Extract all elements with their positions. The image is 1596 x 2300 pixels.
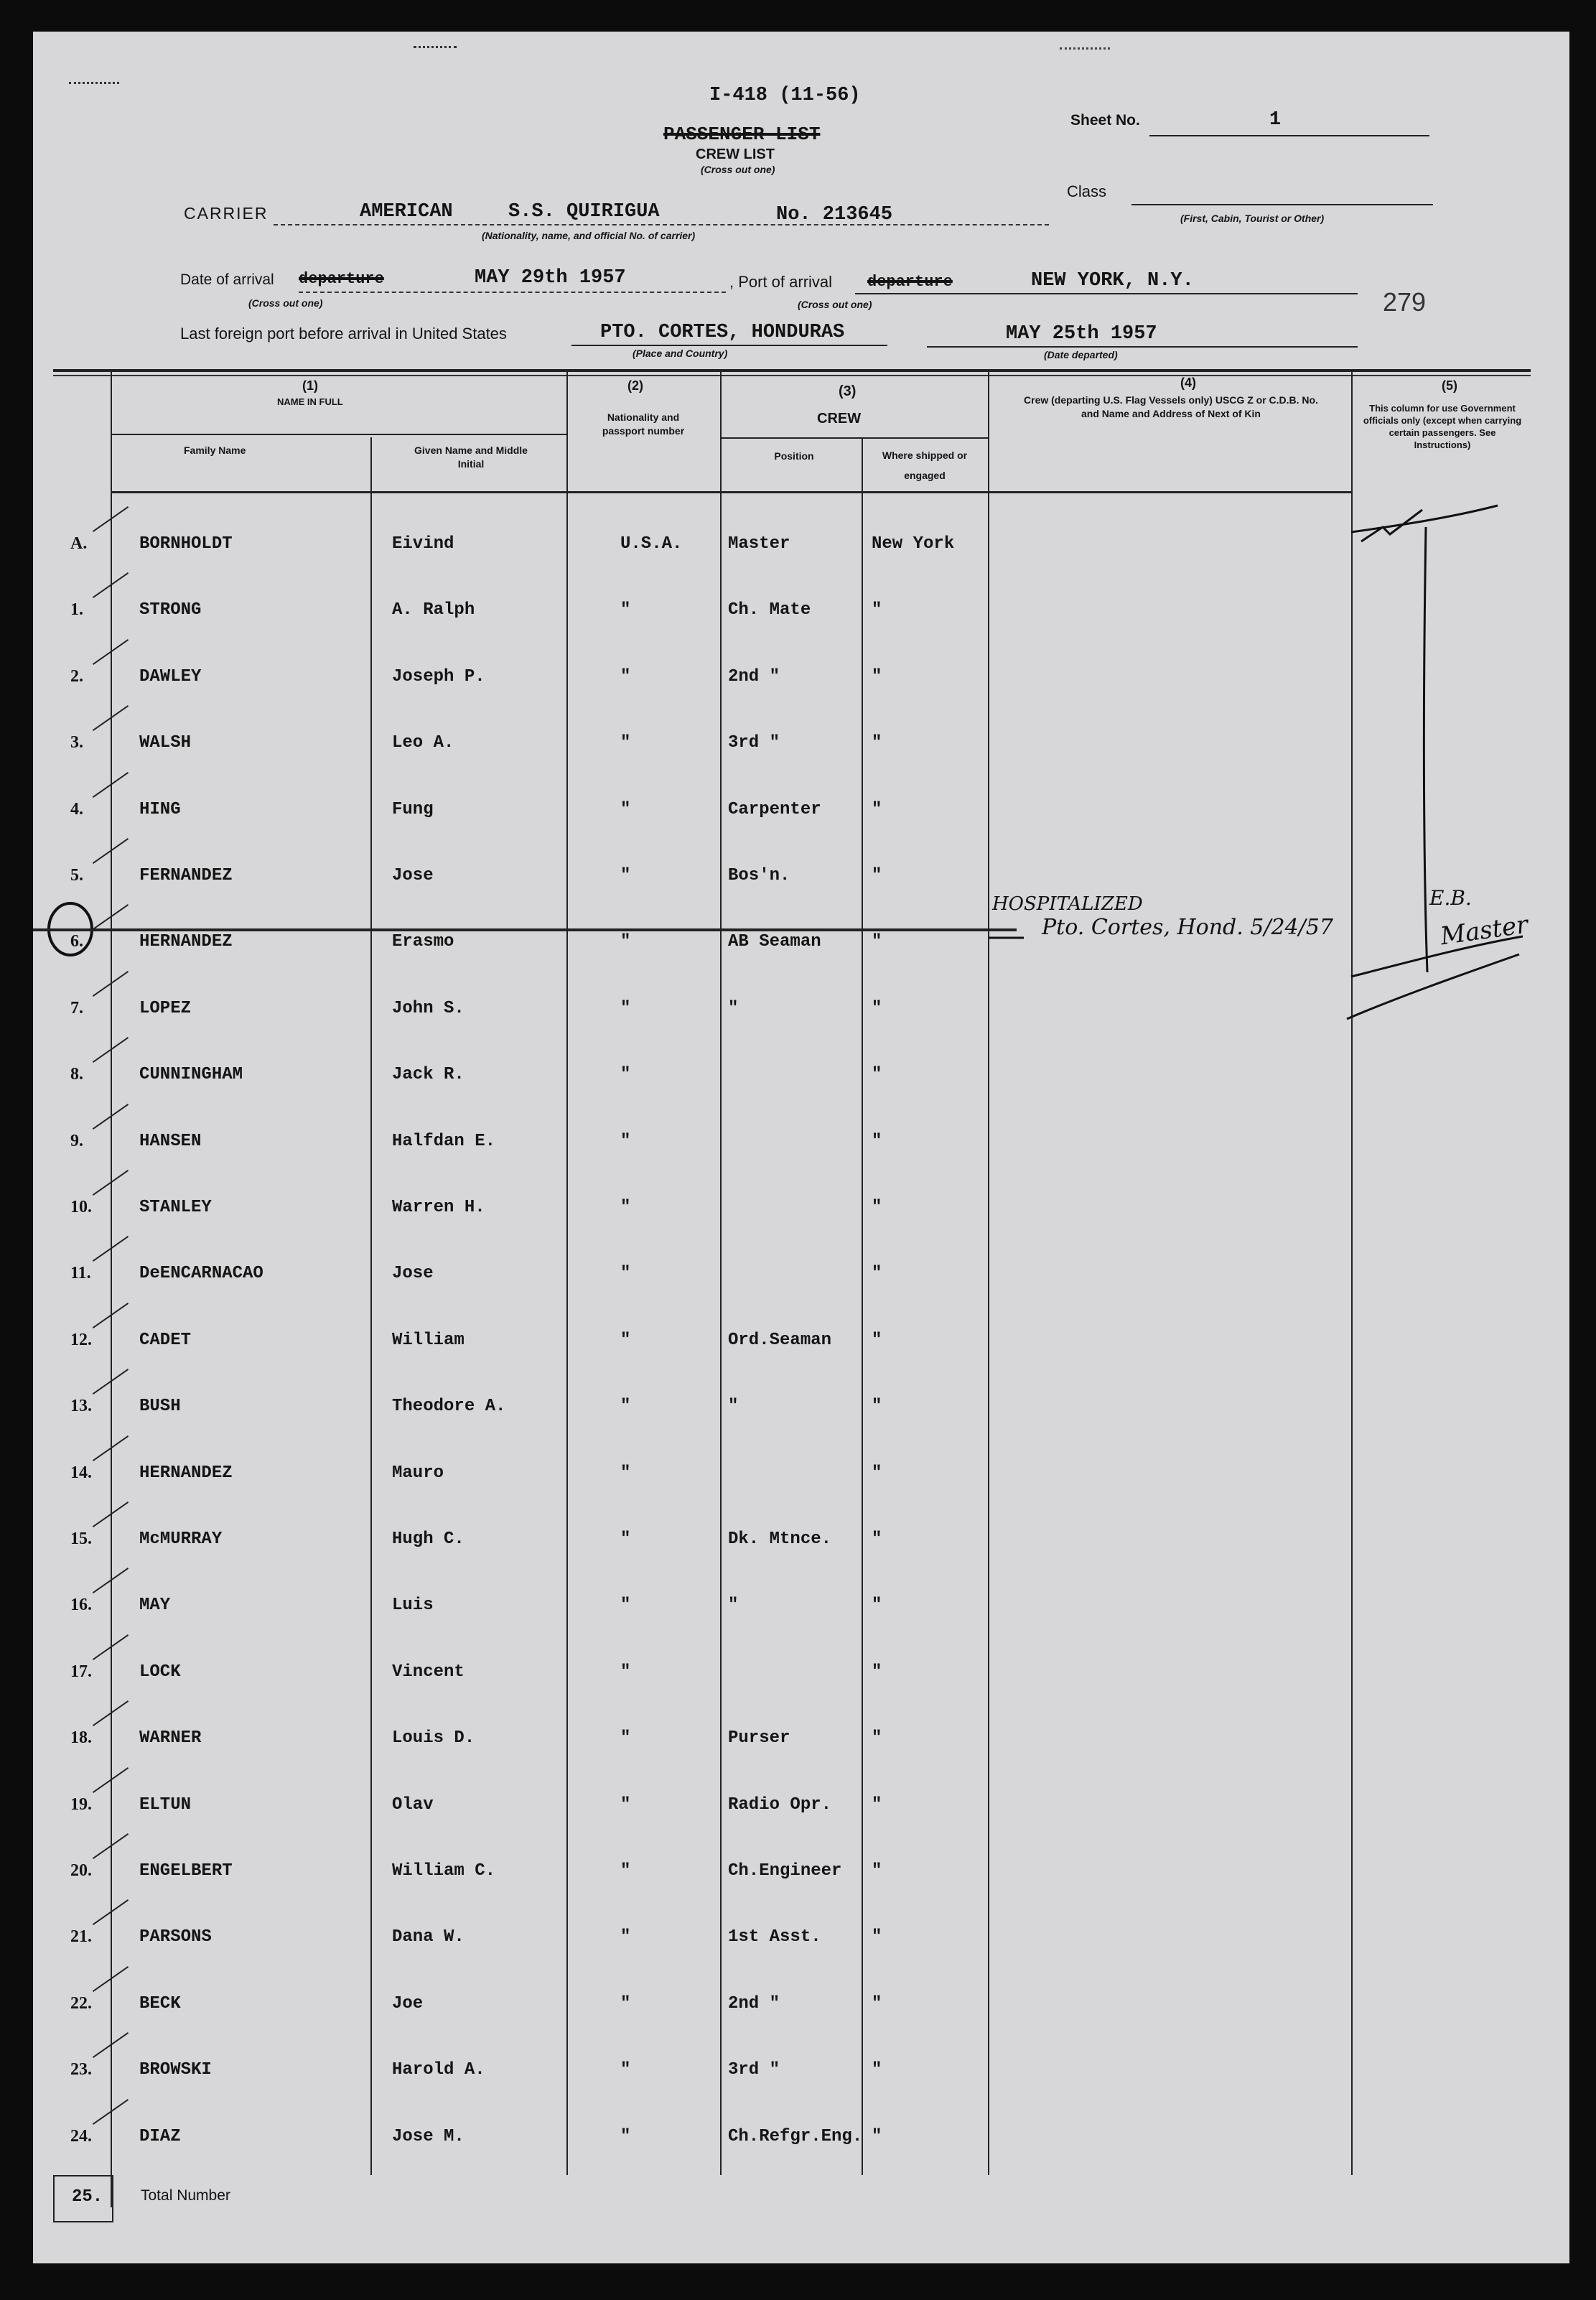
nationality: " xyxy=(620,1728,631,1749)
family-name: CUNNINGHAM xyxy=(139,1065,243,1085)
row-number: 20. xyxy=(70,1861,92,1880)
given-name: Fung xyxy=(392,799,434,819)
class-label: Class xyxy=(1067,182,1107,200)
col3-title: CREW xyxy=(817,411,862,427)
given-name: Leo A. xyxy=(392,733,454,753)
given-name: William C. xyxy=(392,1861,496,1881)
family-name: STRONG xyxy=(139,600,202,620)
arrival-date-hint: (Cross out one) xyxy=(248,297,323,309)
given-name: Jose xyxy=(392,866,434,885)
position: 1st Asst. xyxy=(728,1927,821,1947)
arrival-port-struck: departure xyxy=(867,273,953,291)
position: " xyxy=(728,1596,739,1616)
master-stroke xyxy=(1347,954,1519,1019)
last-port-date: MAY 25th 1957 xyxy=(1006,323,1157,345)
nationality: " xyxy=(620,1397,631,1417)
initials-note: E.B. xyxy=(1429,886,1472,910)
nationality: " xyxy=(620,2060,631,2080)
position: Ch.Engineer xyxy=(728,1861,842,1881)
family-name: HERNANDEZ xyxy=(139,932,233,952)
crew-list-form xyxy=(33,32,1569,2263)
col2-num: (2) xyxy=(627,378,643,393)
hospitalized-detail: Pto. Cortes, Hond. 5/24/57 xyxy=(1042,915,1333,940)
carrier-nationality: AMERICAN xyxy=(360,201,453,223)
given-name: Jose M. xyxy=(392,2126,465,2146)
family-name: CADET xyxy=(139,1330,192,1350)
where-shipped: " xyxy=(872,1198,882,1217)
position: Purser xyxy=(728,1728,790,1749)
position: " xyxy=(728,1397,739,1417)
row-number: 4. xyxy=(70,799,83,819)
position: 3rd " xyxy=(728,733,780,753)
col2-title: Nationality and passport number xyxy=(602,411,685,437)
col5-title: This column for use Government officials only (except when carrying certain passengers. See Instructions) xyxy=(1363,403,1522,450)
where-shipped: " xyxy=(872,1463,882,1483)
nationality: " xyxy=(620,1662,631,1682)
struck-title: PASSENGER LIST xyxy=(663,124,821,145)
arrival-date-struck: departure xyxy=(299,270,384,288)
carrier-hint: (Nationality, name, and official No. of carrier) xyxy=(482,230,696,241)
family-name: McMURRAY xyxy=(139,1530,223,1549)
master-note: Master xyxy=(1438,910,1530,951)
family-name: BECK xyxy=(139,1993,181,2013)
row-number: 17. xyxy=(70,1662,92,1681)
arrival-port: NEW YORK, N.Y. xyxy=(1031,270,1194,292)
row-number: 19. xyxy=(70,1794,92,1814)
nationality: " xyxy=(620,1330,631,1350)
class-hint: (First, Cabin, Tourist or Other) xyxy=(1180,213,1325,224)
col3-shipped-header: Where shipped or engaged xyxy=(882,450,968,481)
nationality: " xyxy=(620,1463,631,1483)
where-shipped: " xyxy=(872,1330,882,1350)
given-name: Mauro xyxy=(392,1463,444,1483)
where-shipped: " xyxy=(872,1131,882,1151)
family-name: BORNHOLDT xyxy=(139,534,233,554)
where-shipped: " xyxy=(872,1397,882,1417)
row-number: 10. xyxy=(70,1198,92,1216)
annotation-strokes xyxy=(33,32,1569,2263)
given-name: Warren H. xyxy=(392,1198,485,1217)
row-number: 13. xyxy=(70,1397,92,1416)
position: " xyxy=(728,998,739,1018)
given-name: Jack R. xyxy=(392,1065,465,1085)
row-number: 15. xyxy=(70,1530,92,1548)
where-shipped: " xyxy=(872,866,882,885)
col1-title: NAME IN FULL xyxy=(277,396,343,407)
col1-family-header: Family Name xyxy=(184,444,246,456)
family-name: LOPEZ xyxy=(139,998,192,1018)
position: AB Seaman xyxy=(728,932,821,952)
nationality: " xyxy=(620,600,631,620)
col4-title: Crew (departing U.S. Flag Vessels only) USCG Z or C.D.B. No. and Name and Address of Next of Kin xyxy=(1024,394,1318,419)
where-shipped: " xyxy=(872,1264,882,1284)
nationality: " xyxy=(620,1927,631,1947)
nationality: " xyxy=(620,733,631,753)
family-name: LOCK xyxy=(139,1662,181,1682)
family-name: WALSH xyxy=(139,733,192,753)
nationality: " xyxy=(620,1131,631,1151)
last-port-place: PTO. CORTES, HONDURAS xyxy=(600,322,845,343)
carrier-number: No. 213645 xyxy=(776,204,893,225)
nationality: " xyxy=(620,1596,631,1616)
nationality: " xyxy=(620,1794,631,1815)
nationality: " xyxy=(620,1530,631,1549)
col5-num: (5) xyxy=(1442,378,1457,393)
given-name: Jose xyxy=(392,1264,434,1284)
row-number: 8. xyxy=(70,1065,83,1084)
where-shipped: " xyxy=(872,998,882,1018)
row-number: A. xyxy=(70,534,88,553)
family-name: BUSH xyxy=(139,1397,181,1417)
family-name: HANSEN xyxy=(139,1131,202,1151)
nationality: " xyxy=(620,2126,631,2146)
nationality: " xyxy=(620,1861,631,1881)
row-number: 14. xyxy=(70,1463,92,1482)
family-name: STANLEY xyxy=(139,1198,212,1217)
given-name: Eivind xyxy=(392,534,454,554)
where-shipped: " xyxy=(872,1065,882,1085)
given-name: William xyxy=(392,1330,465,1350)
position: 3rd " xyxy=(728,2060,780,2080)
sheet-number: 1 xyxy=(1269,109,1282,131)
family-name: WARNER xyxy=(139,1728,202,1749)
where-shipped: " xyxy=(872,932,882,952)
nationality: " xyxy=(620,799,631,819)
total-value: 25. xyxy=(72,2187,103,2207)
where-shipped: " xyxy=(872,600,882,620)
total-label: Total Number xyxy=(141,2187,230,2204)
col3-num: (3) xyxy=(839,383,857,399)
family-name: MAY xyxy=(139,1596,171,1616)
given-name: A. Ralph xyxy=(392,600,475,620)
arrival-date: MAY 29th 1957 xyxy=(475,267,626,289)
family-name: DeENCARNACAO xyxy=(139,1264,263,1284)
family-name: DAWLEY xyxy=(139,666,202,686)
where-shipped: " xyxy=(872,666,882,686)
nationality: " xyxy=(620,666,631,686)
where-shipped: " xyxy=(872,1728,882,1749)
given-name: John S. xyxy=(392,998,465,1018)
last-port-place-hint: (Place and Country) xyxy=(633,348,728,359)
where-shipped: " xyxy=(872,733,882,753)
where-shipped: " xyxy=(872,2126,882,2146)
row-number: 2. xyxy=(70,666,83,686)
row-number: 11. xyxy=(70,1264,91,1283)
row-number: 3. xyxy=(70,733,83,753)
nationality: " xyxy=(620,1065,631,1085)
row-number: 6. xyxy=(70,932,83,951)
where-shipped: " xyxy=(872,1794,882,1815)
family-name: DIAZ xyxy=(139,2126,181,2146)
row-number: 24. xyxy=(70,2126,92,2146)
position: Radio Opr. xyxy=(728,1794,832,1815)
position: Master xyxy=(728,534,790,554)
carrier-name: S.S. QUIRIGUA xyxy=(508,201,660,223)
nationality: " xyxy=(620,1198,631,1217)
given-name: Joe xyxy=(392,1993,424,2013)
given-name: Harold A. xyxy=(392,2060,485,2080)
family-name: BROWSKI xyxy=(139,2060,212,2080)
form-id: I-418 (11-56) xyxy=(709,85,861,106)
family-name: HERNANDEZ xyxy=(139,1463,233,1483)
col1-given-header: Given Name and Middle Initial xyxy=(414,444,528,470)
col1-num: (1) xyxy=(302,378,318,393)
bracket-stroke xyxy=(1424,527,1427,972)
title-hint: (Cross out one) xyxy=(701,164,775,175)
where-shipped: New York xyxy=(872,534,955,554)
nationality: " xyxy=(620,1993,631,2013)
stamp-number: 279 xyxy=(1383,287,1427,317)
row-number: 21. xyxy=(70,1927,92,1947)
page-title: CREW LIST xyxy=(696,146,775,162)
col3-position-header: Position xyxy=(774,450,814,462)
last-port-label: Last foreign port before arrival in United States xyxy=(180,325,507,343)
given-name: Theodore A. xyxy=(392,1397,506,1417)
family-name: ENGELBERT xyxy=(139,1861,233,1881)
row-number: 7. xyxy=(70,998,83,1018)
row-number: 1. xyxy=(70,600,83,620)
position: 2nd " xyxy=(728,666,780,686)
position: Dk. Mtnce. xyxy=(728,1530,832,1549)
row-number: 23. xyxy=(70,2060,92,2080)
given-name: Olav xyxy=(392,1794,434,1815)
given-name: Luis xyxy=(392,1596,434,1616)
position: 2nd " xyxy=(728,1993,780,2013)
position: Ch.Refgr.Eng. xyxy=(728,2126,863,2146)
nationality: " xyxy=(620,1264,631,1284)
given-name: Erasmo xyxy=(392,932,454,952)
row-number: 12. xyxy=(70,1330,92,1349)
given-name: Joseph P. xyxy=(392,666,485,686)
given-name: Dana W. xyxy=(392,1927,465,1947)
arrival-date-label: Date of arrival xyxy=(180,271,274,288)
family-name: ELTUN xyxy=(139,1794,192,1815)
nationality: " xyxy=(620,998,631,1018)
row-number: 22. xyxy=(70,1993,92,2013)
where-shipped: " xyxy=(872,1861,882,1881)
row-number: 9. xyxy=(70,1131,83,1150)
row-number: 16. xyxy=(70,1596,92,1615)
arrival-port-hint: (Cross out one) xyxy=(798,299,872,310)
row-number: 18. xyxy=(70,1728,92,1748)
where-shipped: " xyxy=(872,1530,882,1549)
given-name: Hugh C. xyxy=(392,1530,465,1549)
nationality: U.S.A. xyxy=(620,534,683,554)
where-shipped: " xyxy=(872,1993,882,2013)
position: Carpenter xyxy=(728,799,821,819)
where-shipped: " xyxy=(872,1662,882,1682)
nationality: " xyxy=(620,932,631,952)
family-name: PARSONS xyxy=(139,1927,212,1947)
position: Bos'n. xyxy=(728,866,790,885)
where-shipped: " xyxy=(872,799,882,819)
sheet-label: Sheet No. xyxy=(1070,112,1140,129)
arrival-port-label: , Port of arrival xyxy=(729,273,833,291)
hospitalized-note: HOSPITALIZED xyxy=(992,893,1143,915)
where-shipped: " xyxy=(872,1596,882,1616)
given-name: Halfdan E. xyxy=(392,1131,496,1151)
family-name: HING xyxy=(139,799,181,819)
where-shipped: " xyxy=(872,2060,882,2080)
carrier-label: CARRIER xyxy=(184,204,269,223)
check-stroke xyxy=(1351,506,1498,532)
family-name: FERNANDEZ xyxy=(139,866,233,885)
given-name: Vincent xyxy=(392,1662,465,1682)
given-name: Louis D. xyxy=(392,1728,475,1749)
row-number: 5. xyxy=(70,866,83,885)
col4-num: (4) xyxy=(1180,376,1196,390)
position: Ord.Seaman xyxy=(728,1330,832,1350)
where-shipped: " xyxy=(872,1927,882,1947)
last-port-date-hint: (Date departed) xyxy=(1044,349,1118,360)
nationality: " xyxy=(620,866,631,885)
position: Ch. Mate xyxy=(728,600,811,620)
